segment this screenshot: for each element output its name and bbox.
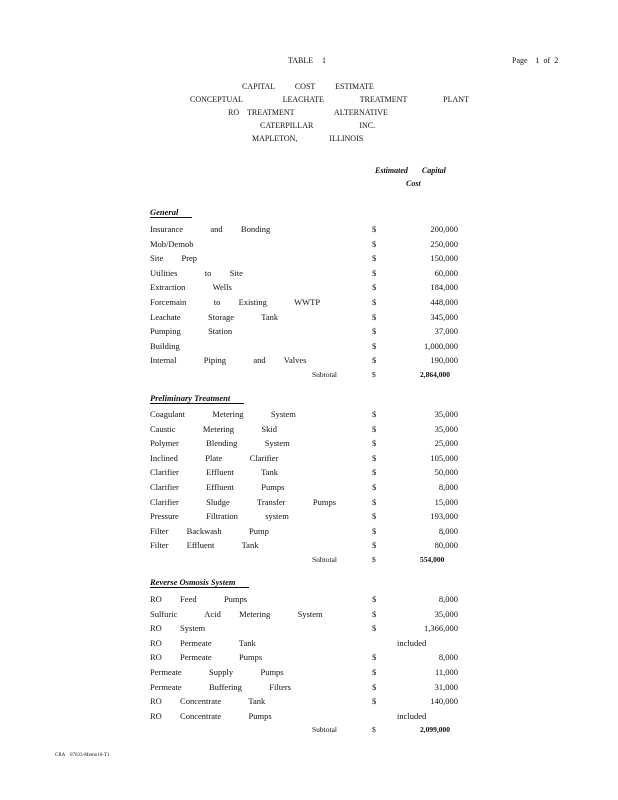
row-label: RO Concentrate Pumps bbox=[150, 710, 272, 721]
row-label: Clarifier Effluent Tank bbox=[150, 467, 278, 478]
row-dollar-sign: $ bbox=[372, 423, 377, 434]
row-dollar-sign: $ bbox=[372, 355, 377, 366]
row-label: Pressure Filtration system bbox=[150, 511, 289, 522]
subtotal-dollar: $ bbox=[372, 555, 376, 564]
row-amount: included bbox=[397, 710, 427, 721]
subtotal-amount: 554,000 bbox=[420, 555, 445, 564]
row-amount: 31,000 bbox=[434, 681, 458, 692]
row-label: Caustic Metering Skid bbox=[150, 423, 277, 434]
row-dollar-sign: $ bbox=[372, 326, 377, 337]
subtotal-label: Subtotal bbox=[312, 725, 338, 735]
row-label: RO Concentrate Tank bbox=[150, 696, 266, 707]
row-label: Filter Effluent Tank bbox=[150, 540, 259, 551]
row-amount: 80,000 bbox=[434, 540, 458, 551]
row-dollar-sign: $ bbox=[372, 594, 377, 604]
section-title: Reverse Osmosis System bbox=[150, 578, 249, 588]
subtotal-row bbox=[150, 725, 460, 737]
row-label: Insurance and Bonding bbox=[150, 224, 271, 234]
row-amount: included bbox=[397, 637, 427, 648]
row-amount: 140,000 bbox=[430, 696, 458, 707]
table-row bbox=[150, 467, 460, 479]
table-row bbox=[150, 253, 460, 265]
row-dollar-sign: $ bbox=[372, 224, 377, 234]
row-dollar-sign: $ bbox=[372, 511, 377, 522]
title-line-2: CONCEPTUAL LEACHATE TREATMENT PLANT bbox=[190, 95, 469, 104]
row-label: Inclined Plate Clarifier bbox=[150, 452, 279, 463]
row-amount: 200,000 bbox=[430, 224, 458, 234]
row-label: Polymer Blending System bbox=[150, 438, 290, 449]
row-label: Permeate Buffering Filters bbox=[150, 681, 291, 692]
row-amount: 1,366,000 bbox=[424, 623, 458, 634]
row-dollar-sign: $ bbox=[372, 238, 377, 249]
row-label: Extraction Wells bbox=[150, 282, 232, 293]
table-row bbox=[150, 453, 460, 465]
row-label: Leachate Storage Tank bbox=[150, 311, 279, 322]
row-amount: 35,000 bbox=[434, 423, 458, 434]
row-label: RO Feed Pumps bbox=[150, 594, 248, 604]
section-title: General bbox=[150, 208, 192, 218]
row-dollar-sign: $ bbox=[372, 696, 377, 707]
subtotal-label: Subtotal bbox=[312, 555, 338, 564]
row-dollar-sign: $ bbox=[372, 297, 377, 307]
row-dollar-sign: $ bbox=[372, 608, 377, 619]
table-row bbox=[150, 638, 460, 650]
table-row bbox=[150, 711, 460, 723]
row-amount: 35,000 bbox=[434, 409, 458, 419]
table-row bbox=[150, 482, 460, 494]
row-amount: 150,000 bbox=[430, 253, 458, 264]
row-label: Utilities to Site bbox=[150, 267, 243, 278]
page-indicator: Page 1 of 2 bbox=[512, 56, 559, 65]
table-row bbox=[150, 341, 460, 353]
row-dollar-sign: $ bbox=[372, 540, 377, 551]
subtotal-row bbox=[150, 555, 460, 567]
row-amount: 193,000 bbox=[430, 511, 458, 522]
row-dollar-sign: $ bbox=[372, 253, 377, 264]
row-dollar-sign: $ bbox=[372, 467, 377, 478]
table-row bbox=[150, 424, 460, 436]
row-dollar-sign: $ bbox=[372, 340, 377, 351]
table-row bbox=[150, 326, 460, 338]
subtotal-label: Subtotal bbox=[312, 370, 338, 379]
table-row bbox=[150, 594, 460, 606]
row-amount: 25,000 bbox=[434, 438, 458, 449]
table-row bbox=[150, 511, 460, 523]
row-dollar-sign: $ bbox=[372, 438, 377, 449]
footer-code: 07033-Memo16-T1 bbox=[70, 753, 110, 758]
row-label: RO Permeate Pumps bbox=[150, 652, 263, 663]
row-label: Clarifier Effluent Pumps bbox=[150, 482, 285, 492]
row-label: Coagulant Metering System bbox=[150, 409, 296, 419]
row-label: Clarifier Sludge Transfer Pumps bbox=[150, 496, 337, 507]
title-line-1: CAPITAL COST ESTIMATE bbox=[242, 82, 374, 91]
column-header-line-2: Cost bbox=[406, 179, 421, 188]
row-dollar-sign: $ bbox=[372, 311, 377, 322]
row-amount: 8,000 bbox=[438, 652, 458, 663]
row-amount: 1,000,000 bbox=[424, 340, 458, 351]
subtotal-dollar: $ bbox=[372, 725, 376, 735]
table-row bbox=[150, 652, 460, 664]
row-dollar-sign: $ bbox=[372, 681, 377, 692]
row-amount: 184,000 bbox=[430, 282, 458, 293]
subtotal-row bbox=[150, 370, 460, 382]
table-row bbox=[150, 696, 460, 708]
row-dollar-sign: $ bbox=[372, 282, 377, 293]
table-row bbox=[150, 526, 460, 538]
row-dollar-sign: $ bbox=[372, 623, 377, 634]
row-amount: 345,000 bbox=[430, 311, 458, 322]
row-amount: 35,000 bbox=[434, 608, 458, 619]
table-row bbox=[150, 355, 460, 367]
row-label: Site Prep bbox=[150, 253, 198, 264]
row-label: Building bbox=[150, 340, 180, 351]
row-label: Internal Piping and Valves bbox=[150, 355, 307, 366]
row-label: Pumping Station bbox=[150, 326, 233, 337]
row-amount: 11,000 bbox=[434, 667, 458, 677]
table-row bbox=[150, 239, 460, 251]
table-row bbox=[150, 282, 460, 294]
table-row bbox=[150, 497, 460, 509]
footer-company: CRA bbox=[55, 753, 66, 758]
row-amount: 37,000 bbox=[434, 326, 458, 337]
row-amount: 448,000 bbox=[430, 297, 458, 307]
row-amount: 190,000 bbox=[430, 355, 458, 366]
row-dollar-sign: $ bbox=[372, 452, 377, 463]
row-amount: 50,000 bbox=[434, 467, 458, 478]
row-amount: 60,000 bbox=[434, 267, 458, 278]
row-dollar-sign: $ bbox=[372, 482, 377, 492]
subtotal-amount: 2,099,000 bbox=[420, 725, 450, 735]
row-label: RO System bbox=[150, 623, 206, 634]
table-row bbox=[150, 667, 460, 679]
title-line-4: CATERPILLAR INC. bbox=[260, 121, 376, 130]
table-row bbox=[150, 682, 460, 694]
title-line-5: MAPLETON, ILLINOIS bbox=[252, 134, 364, 143]
row-label: RO Permeate Tank bbox=[150, 637, 256, 648]
row-amount: 8,000 bbox=[438, 594, 458, 604]
row-label: Permeate Supply Pumps bbox=[150, 667, 284, 677]
table-row bbox=[150, 409, 460, 421]
title-line-3: RO TREATMENT ALTERNATIVE bbox=[228, 108, 388, 117]
table-row bbox=[150, 312, 460, 324]
row-label: Filter Backwash Pump bbox=[150, 525, 269, 536]
row-dollar-sign: $ bbox=[372, 667, 377, 677]
table-row bbox=[150, 623, 460, 635]
table-label: TABLE bbox=[288, 56, 314, 65]
row-dollar-sign: $ bbox=[372, 267, 377, 278]
table-number: 1 bbox=[322, 56, 326, 65]
table-row bbox=[150, 609, 460, 621]
row-dollar-sign: $ bbox=[372, 496, 377, 507]
row-dollar-sign: $ bbox=[372, 409, 377, 419]
section-title: Preliminary Treatment bbox=[150, 394, 244, 404]
subtotal-amount: 2,864,000 bbox=[420, 370, 450, 379]
row-amount: 8,000 bbox=[438, 525, 458, 536]
row-label: Forcemain to Existing WWTP bbox=[150, 297, 321, 307]
table-row bbox=[150, 438, 460, 450]
table-row bbox=[150, 540, 460, 552]
table-row bbox=[150, 268, 460, 280]
row-label: Mob/Demob bbox=[150, 238, 194, 249]
subtotal-dollar: $ bbox=[372, 370, 376, 379]
row-label: Sulfuric Acid Metering System bbox=[150, 608, 323, 619]
table-row bbox=[150, 297, 460, 309]
table-row bbox=[150, 224, 460, 236]
column-header-line-1: Estimated Capital bbox=[375, 166, 446, 175]
row-dollar-sign: $ bbox=[372, 652, 377, 663]
row-amount: 15,000 bbox=[434, 496, 458, 507]
row-amount: 8,000 bbox=[438, 482, 458, 492]
row-amount: 105,000 bbox=[430, 452, 458, 463]
row-dollar-sign: $ bbox=[372, 525, 377, 536]
row-amount: 250,000 bbox=[430, 238, 458, 249]
